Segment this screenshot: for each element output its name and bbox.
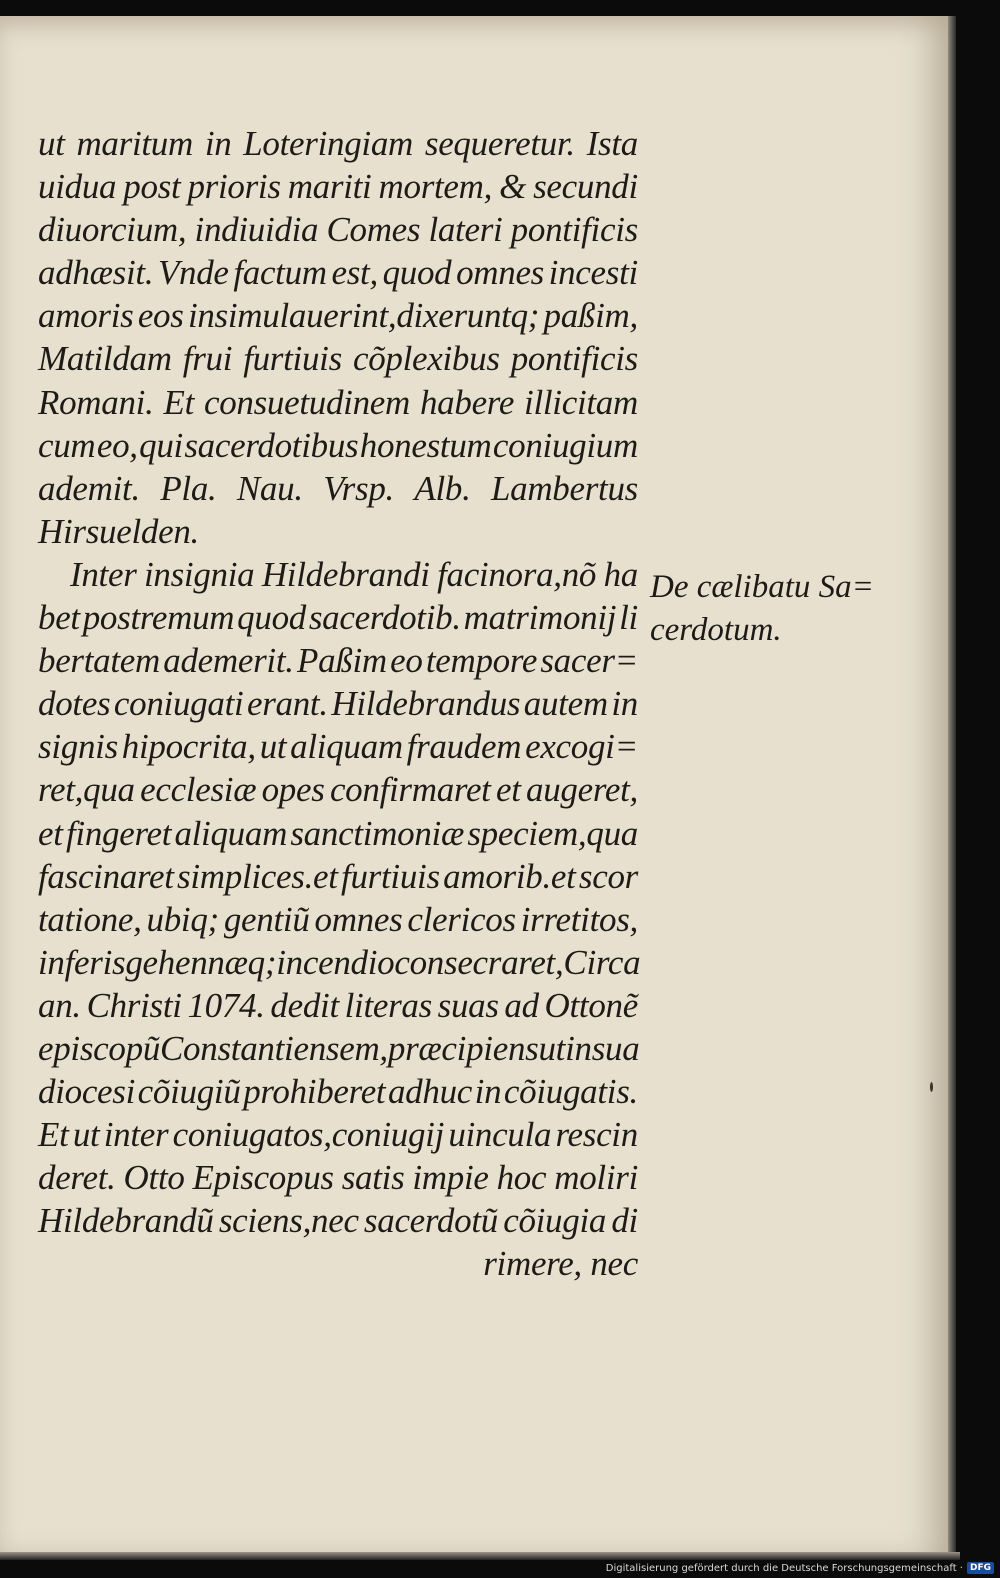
text-line: Hildebrandũ sciens,nec sacerdotũ cõiugia di — [38, 1201, 638, 1241]
marginal-note-line: cerdotum. — [650, 612, 782, 648]
text-line: Hirsuelden. — [38, 511, 199, 551]
text-line: Matildam frui furtiuis cõplexibus pontificis — [38, 339, 638, 379]
text-line: et fingeret aliquam sanctimoniæ speciem,qua — [38, 813, 638, 853]
text-line: Et ut inter coniugatos,coniugij uincula rescin — [38, 1115, 638, 1155]
text-line: adhæsit. Vnde factum est, quod omnes incesti — [38, 253, 638, 293]
text-line: diocesi cõiugiũ prohiberet adhuc in cõiugatis. — [38, 1072, 638, 1112]
text-line: ut maritum in Loteringiam sequeretur. Ista — [38, 124, 638, 163]
text-line: ademit. Pla. Nau. Vrsp. Alb. Lambertus — [38, 468, 638, 508]
text-line: an. Christi 1074. dedit literas suas ad Ottonẽ — [38, 985, 638, 1025]
marginal-note-line: De cælibatu Sa= — [650, 569, 874, 605]
digitization-footer — [606, 1560, 994, 1576]
footer-text: Digitalisierung gefördert durch die Deutsche Forschungsgemeinschaft · — [605, 1562, 963, 1574]
marginal-note — [650, 566, 874, 652]
text-line: Romani. Et consuetudinem habere illicitam — [38, 382, 638, 422]
text-line: dotes coniugati erant. Hildebrandus autem in — [38, 684, 638, 724]
text-line: diuorcium, indiuidia Comes lateri pontificis — [38, 210, 638, 250]
main-text-block — [38, 122, 641, 1286]
text-line: Inter insignia Hildebrandi facinora,nõ ha — [70, 554, 638, 594]
text-line: bet postremum quod sacerdotib. matrimonij li — [38, 598, 638, 638]
text-line: uidua post prioris mariti mortem, & secundi — [38, 167, 638, 207]
text-line: deret. Otto Episcopus satis impie hoc moliri — [38, 1158, 638, 1198]
text-line: ret,qua ecclesiæ opes confirmaret et augeret, — [38, 770, 638, 810]
catchword: rimere, nec — [483, 1244, 638, 1284]
text-line: amoris eos insimulauerint,dixeruntq; paßim, — [38, 296, 638, 336]
text-line: cum eo, qui sacerdotibus honestum coniugium — [38, 425, 638, 465]
text-line: episcopũ Constantiensem,præcipiens ut in sua — [38, 1028, 640, 1068]
text-line: fascinaret simplices.et furtiuis amorib.et scor — [38, 856, 638, 896]
text-line: inferis gehennæq; incendio consecraret,Circa — [38, 942, 641, 982]
dfg-logo: DFG — [967, 1562, 994, 1574]
text-line: tatione, ubiq; gentiũ omnes clericos irretitos, — [38, 899, 638, 939]
page-bottom-edge — [0, 1552, 960, 1560]
text-line: signis hipocrita, ut aliquam fraudem excogi= — [38, 727, 638, 767]
paper-speck — [930, 1082, 933, 1092]
page-edge — [948, 16, 956, 1560]
text-line: bertatem ademerit. Paßim eo tempore sacer= — [38, 641, 638, 681]
